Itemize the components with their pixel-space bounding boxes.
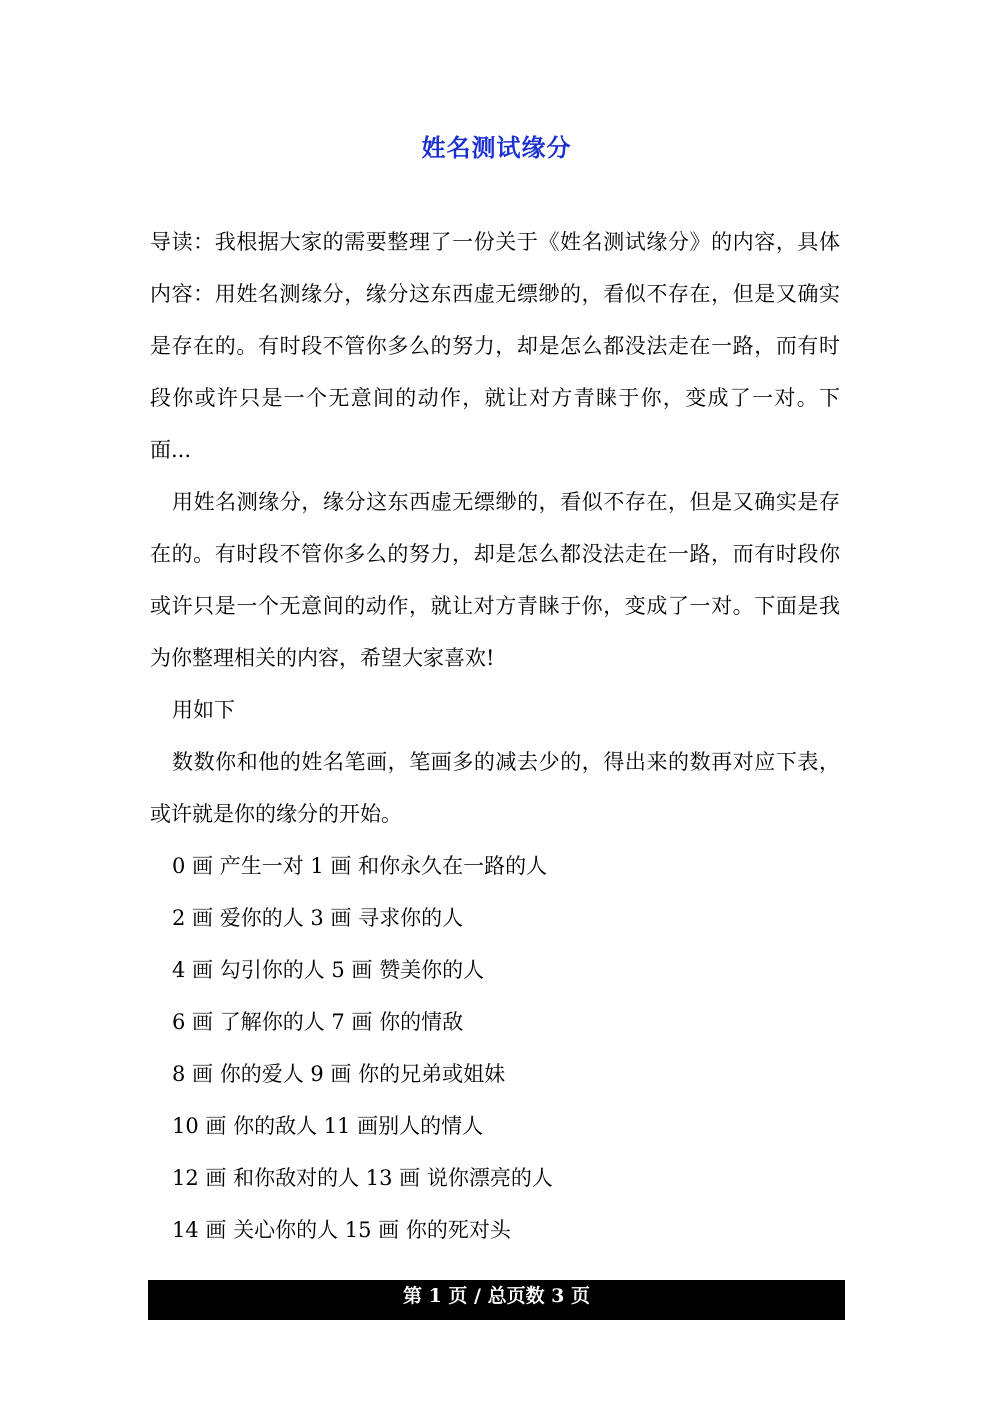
list-item: 12 画 和你敌对的人 13 画 说你漂亮的人 [172, 1166, 553, 1190]
stroke-list [150, 840, 840, 1256]
body-paragraph: 用姓名测缘分，缘分这东西虚无缥缈的，看似不存在，但是又确实是存在的。有时段不管你多么的努力，却是怎么都没法走在一路，而有时段你或许只是一个无意间的动作，就让对方青睐于你，变成了一对。下面是我为你整理相关的内容，希望大家喜欢! [150, 490, 840, 670]
body-paragraph: 数数你和他的姓名笔画，笔画多的减去少的，得出来的数再对应下表，或许就是你的缘分的开始。 [150, 750, 840, 826]
document-title: 姓名测试缘分 [421, 134, 572, 162]
body-paragraph: 用如下 [172, 698, 235, 722]
document-body [150, 216, 840, 1256]
list-item: 4 画 勾引你的人 5 画 赞美你的人 [172, 958, 485, 982]
page-footer [148, 1280, 845, 1320]
list-item: 8 画 你的爱人 9 画 你的兄弟或姐妹 [172, 1062, 506, 1086]
list-item: 2 画 爱你的人 3 画 寻求你的人 [172, 906, 464, 930]
list-item: 10 画 你的敌人 11 画别人的情人 [172, 1114, 484, 1138]
page-number-label: 第 1 页 / 总页数 3 页 [402, 1285, 591, 1307]
intro-paragraph: 导读：我根据大家的需要整理了一份关于《姓名测试缘分》的内容，具体内容：用姓名测缘分，缘分这东西虚无缥缈的，看似不存在，但是又确实是存在的。有时段不管你多么的努力，却是怎么都没法走在一路，而有时段你或许只是一个无意间的动作，就让对方青睐于你，变成了一对。下面... [150, 230, 840, 462]
list-item: 6 画 了解你的人 7 画 你的情敌 [172, 1010, 464, 1034]
list-item: 14 画 关心你的人 15 画 你的死对头 [172, 1218, 511, 1242]
list-item: 0 画 产生一对 1 画 和你永久在一路的人 [172, 854, 548, 878]
